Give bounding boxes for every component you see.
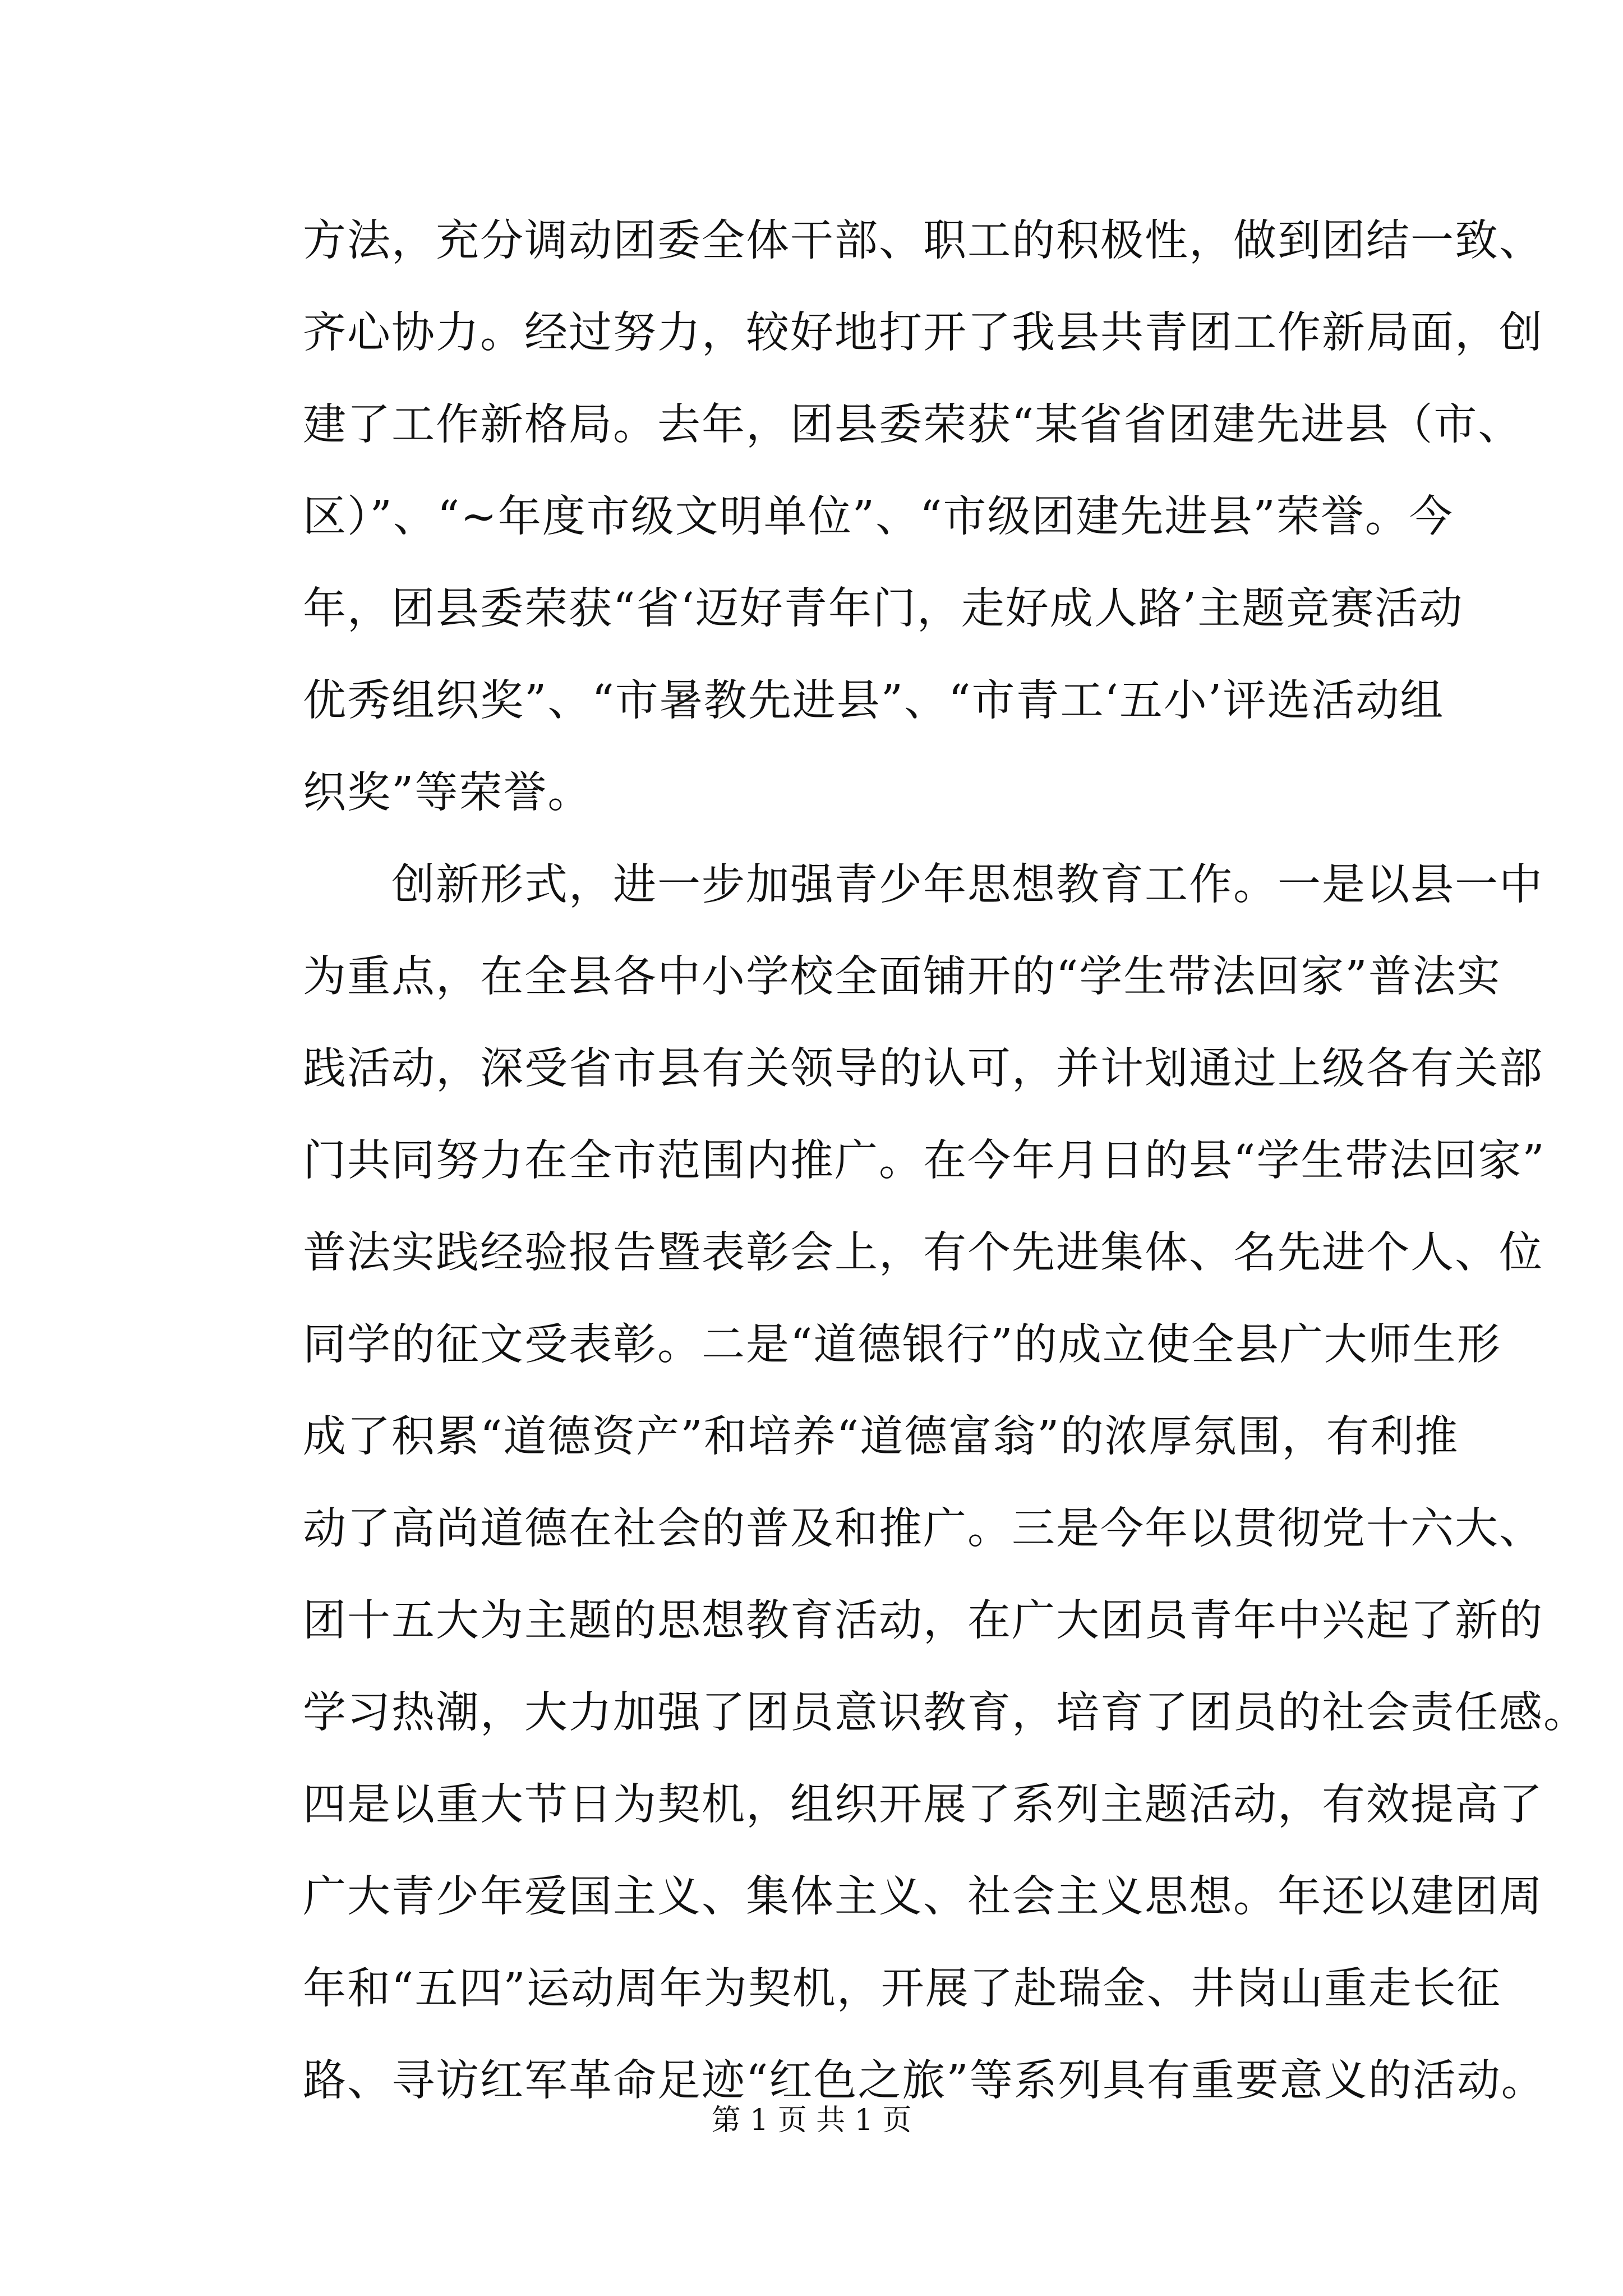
text-line: 齐心协力。经过努力，较好地打开了我县共青团工作新局面，创 — [303, 308, 1543, 358]
text-line: 团十五大为主题的思想教育活动，在广大团员青年中兴起了新的 — [303, 1596, 1543, 1646]
text-line: 门共同努力在全市范围内推广。在今年月日的县“学生带法回家” — [303, 1136, 1546, 1186]
text-line: 年，团县委荣获“省‘迈好青年门，走好成人路’主题竞赛活动 — [303, 584, 1464, 634]
text-line: 四是以重大节日为契机，组织开展了系列主题活动，有效提高了 — [303, 1780, 1543, 1830]
text-line: 践活动，深受省市县有关领导的认可，并计划通过上级各有关部 — [303, 1044, 1543, 1094]
text-line: 普法实践经验报告暨表彰会上，有个先进集体、名先进个人、位 — [303, 1228, 1543, 1278]
text-line: 方法，充分调动团委全体干部、职工的积极性，做到团结一致、 — [303, 216, 1543, 266]
page-footer: 第 1 页 共 1 页 — [711, 2104, 912, 2137]
text-line: 学习热潮，大力加强了团员意识教育，培育了团员的社会责任感。 — [303, 1688, 1588, 1738]
text-line: 成了积累“道德资产”和培养“道德富翁”的浓厚氛围，有利推 — [303, 1412, 1459, 1462]
text-line: 路、寻访红军革命足迹“红色之旅”等系列具有重要意义的活动。 — [303, 2056, 1546, 2106]
text-line: 区）”、“~年度市级文明单位”、“市级团建先进县”荣誉。今 — [303, 492, 1454, 542]
text-line: 织奖”等荣誉。 — [303, 768, 592, 818]
text-line: 广大青少年爱国主义、集体主义、社会主义思想。年还以建团周 — [303, 1872, 1543, 1922]
text-line: 建了工作新格局。去年，团县委荣获“某省省团建先进县（市、 — [303, 400, 1523, 450]
text-line: 动了高尚道德在社会的普及和推广。三是今年以贯彻党十六大、 — [303, 1504, 1543, 1554]
text-line: 为重点，在全县各中小学校全面铺开的“学生带法回家”普法实 — [303, 952, 1501, 1002]
text-line: 同学的征文受表彰。二是“道德银行”的成立使全县广大师生形 — [303, 1320, 1501, 1370]
text-line: 创新形式，进一步加强青少年思想教育工作。一是以县一中 — [303, 860, 1543, 910]
text-line: 优秀组织奖”、“市暑教先进县”、“市青工‘五小’评选活动组 — [303, 676, 1445, 726]
text-line: 年和“五四”运动周年为契机，开展了赴瑞金、井岗山重走长征 — [303, 1964, 1501, 2014]
